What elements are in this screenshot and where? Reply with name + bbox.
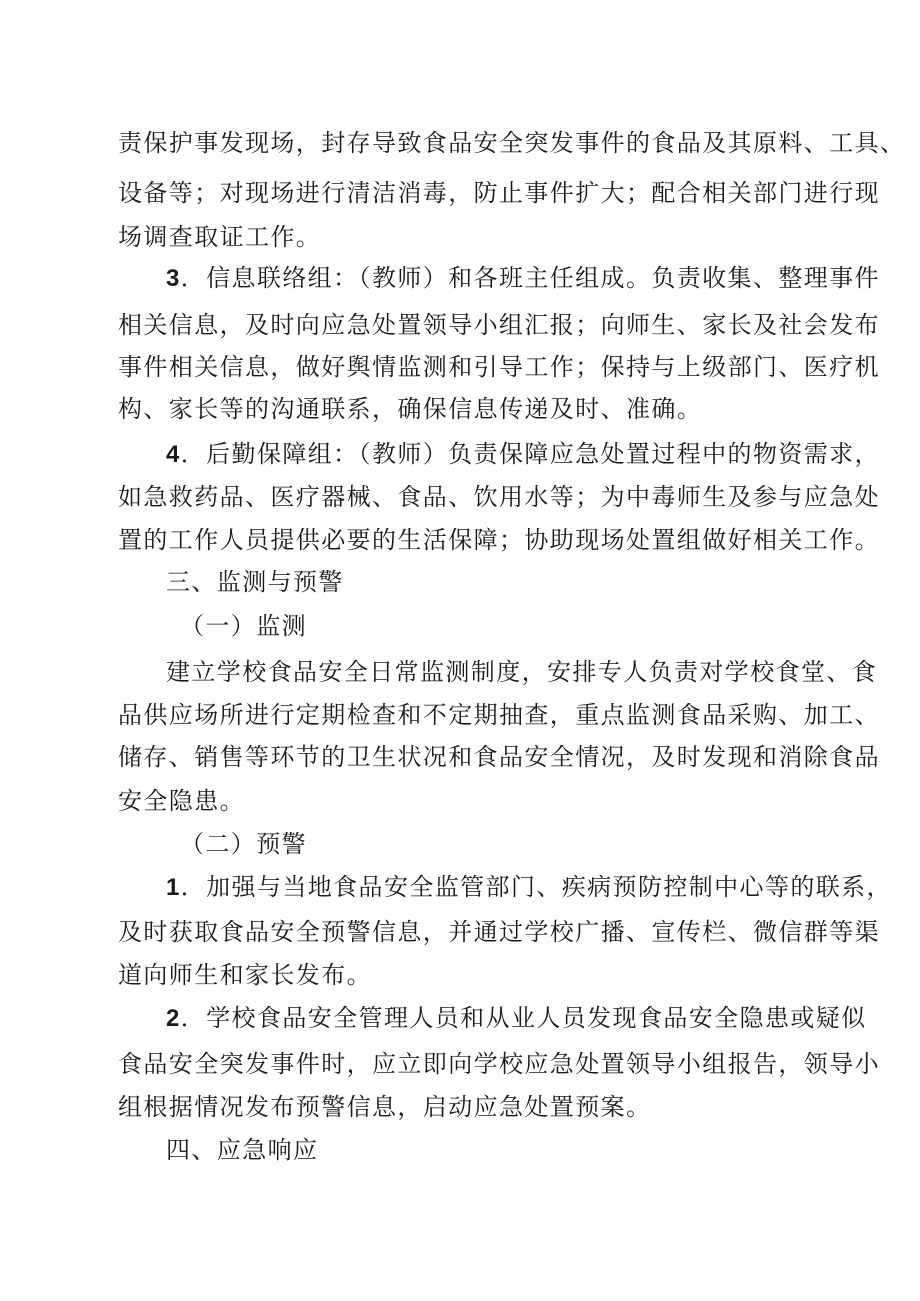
paragraph-line: 如急救药品、医疗器械、食品、饮用水等；为中毒师生及参与应急处 <box>118 483 880 511</box>
list-number: 4 <box>166 441 181 468</box>
paragraph-line: 相关信息，及时向应急处置领导小组汇报；向师生、家长及社会发布 <box>118 311 880 339</box>
paragraph-line: 事件相关信息，做好舆情监测和引导工作；保持与上级部门、医疗机 <box>118 353 880 381</box>
paragraph-line: 学校食品安全管理人员和从业人员发现食品安全隐患或疑似 <box>206 1004 867 1032</box>
paragraph-line: 置的工作人员提供必要的生活保障；协助现场处置组做好相关工作。 <box>118 526 880 554</box>
paragraph-line: 及时获取食品安全预警信息，并通过学校广播、宣传栏、微信群等渠 <box>118 918 880 946</box>
paragraph-line: 道向师生和家长发布。 <box>118 961 372 989</box>
list-number: 2 <box>166 1005 181 1032</box>
list-item-3: 3．信息联络组：（教师）和各班主任组成。负责收集、整理事件 <box>166 264 880 292</box>
paragraph-line: 食品安全突发事件时，应立即向学校应急处置领导小组报告，领导小 <box>118 1050 880 1078</box>
paragraph-line: 责保护事发现场，封存导致食品安全突发事件的食品及其原料、工具、 <box>118 129 906 157</box>
paragraph-line: 安全隐患。 <box>118 787 245 815</box>
paragraph-line: 加强与当地食品安全监管部门、疾病预防控制中心等的联系， <box>206 873 892 901</box>
paragraph-line: 信息联络组：（教师）和各班主任组成。负责收集、整理事件 <box>206 264 880 292</box>
paragraph-line: 场调查取证工作。 <box>118 223 322 251</box>
list-item-2: 2．学校食品安全管理人员和从业人员发现食品安全隐患或疑似 <box>166 1004 867 1032</box>
paragraph-line: 组根据情况发布预警信息，启动应急处置预案。 <box>118 1093 652 1121</box>
subsection-heading: （二）预警 <box>180 830 307 858</box>
section-heading: 三、监测与预警 <box>166 568 344 596</box>
paragraph-line: 后勤保障组：（教师）负责保障应急处置过程中的物资需求， <box>206 440 880 468</box>
paragraph-line: 建立学校食品安全日常监测制度，安排专人负责对学校食堂、食 <box>166 658 878 686</box>
list-number: 3 <box>166 265 181 292</box>
subsection-heading: （一）监测 <box>180 612 307 640</box>
list-item-4: 4．后勤保障组：（教师）负责保障应急处置过程中的物资需求， <box>166 440 880 468</box>
paragraph-line: 设备等；对现场进行清洁消毒，防止事件扩大；配合相关部门进行现 <box>118 179 880 207</box>
paragraph-line: 构、家长等的沟通联系，确保信息传递及时、准确。 <box>118 395 703 423</box>
section-heading: 四、应急响应 <box>166 1136 319 1164</box>
list-item-1: 1．加强与当地食品安全监管部门、疾病预防控制中心等的联系， <box>166 873 892 901</box>
paragraph-line: 品供应场所进行定期检查和不定期抽查，重点监测食品采购、加工、 <box>118 701 880 729</box>
list-number: 1 <box>166 874 181 901</box>
paragraph-line: 储存、销售等环节的卫生状况和食品安全情况，及时发现和消除食品 <box>118 743 880 771</box>
